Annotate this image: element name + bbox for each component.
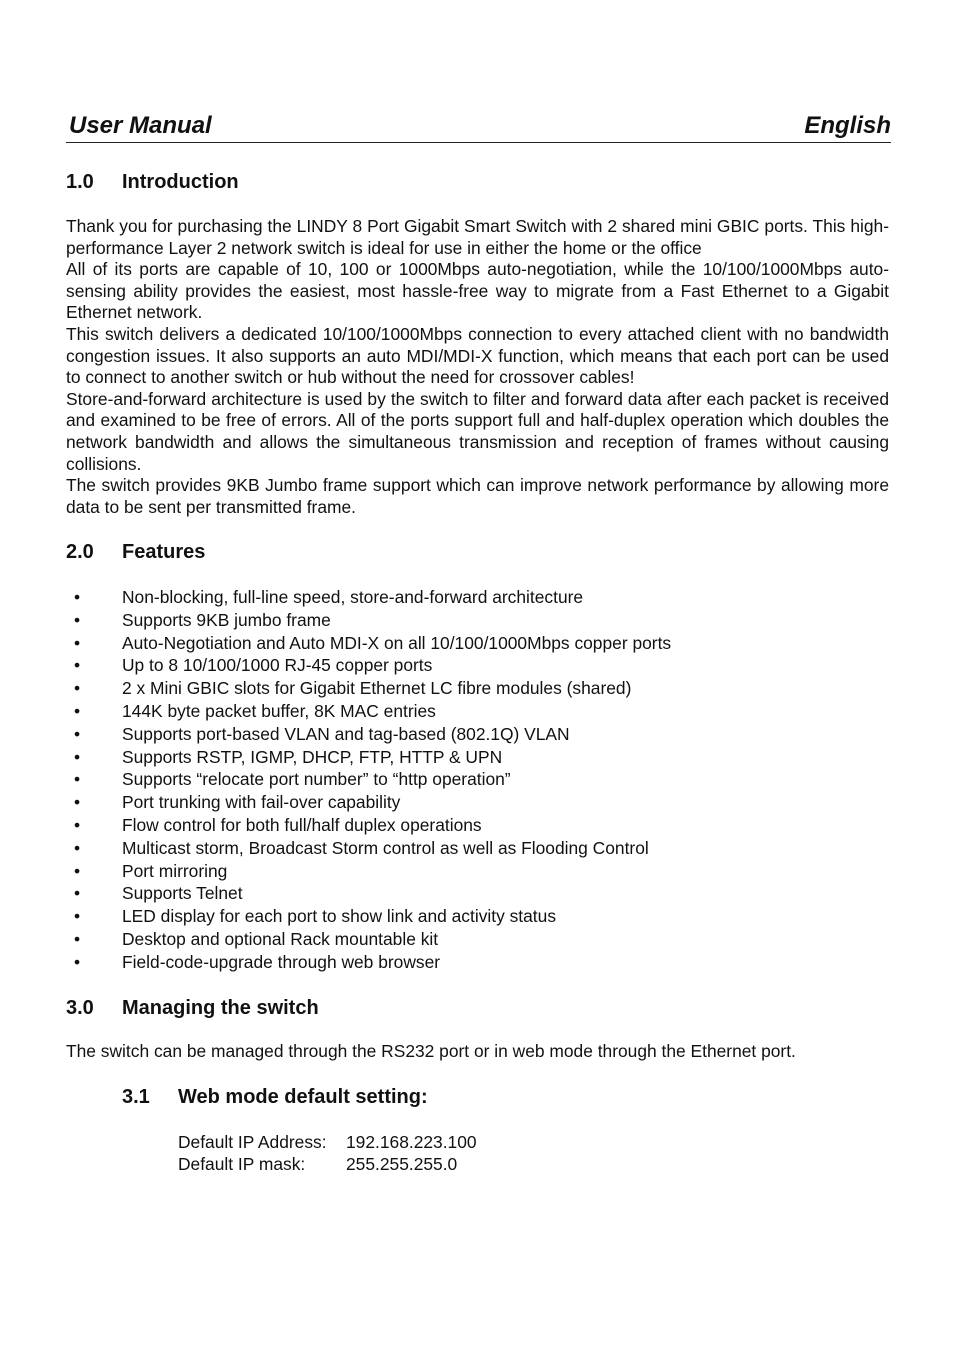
section-number: 2.0 [66, 541, 94, 563]
feature-item: • Port trunking with fail-over capability [66, 791, 889, 814]
setting-value: 255.255.255.0 [346, 1154, 458, 1174]
subsection-number: 3.1 [122, 1086, 150, 1108]
section-title: Introduction [122, 171, 239, 193]
header-title: User Manual [69, 112, 212, 139]
setting-value: 192.168.223.100 [346, 1132, 477, 1152]
feature-item: • Supports Telnet [66, 882, 889, 905]
feature-item: • Auto-Negotiation and Auto MDI-X on all 10/100/1000Mbps copper ports [66, 632, 889, 655]
section-number: 3.0 [66, 997, 94, 1019]
intro-paragraph: Thank you for purchasing the LINDY 8 Port Gigabit Smart Switch with 2 shared mini GBIC ports. This high-performance Layer 2 network switch is ideal for use in either the home or the office [66, 216, 889, 258]
feature-item: • Flow control for both full/half duplex operations [66, 814, 889, 837]
feature-item: • Up to 8 10/100/1000 RJ-45 copper ports [66, 654, 889, 677]
features-list [66, 586, 889, 974]
feature-item: • Supports 9KB jumbo frame [66, 609, 889, 632]
setting-label: Default IP mask: [178, 1154, 306, 1174]
feature-item: • Multicast storm, Broadcast Storm control as well as Flooding Control [66, 837, 889, 860]
feature-item: • Field-code-upgrade through web browser [66, 951, 889, 974]
feature-item: • Port mirroring [66, 860, 889, 883]
feature-item: • 144K byte packet buffer, 8K MAC entries [66, 700, 889, 723]
section-title: Features [122, 541, 206, 563]
setting-label: Default IP Address: [178, 1132, 327, 1152]
intro-paragraph: Store-and-forward architecture is used by the switch to filter and forward data after each packet is received and examined to be free of errors. All of the ports support full and half-duplex operation which doubles the network bandwidth and allows the simultaneous transmission and reception of frames without causing collisions. [66, 388, 889, 474]
subsection-title: Web mode default setting: [178, 1086, 428, 1108]
section-number: 1.0 [66, 171, 94, 193]
feature-item: • LED display for each port to show link and activity status [66, 905, 889, 928]
intro-paragraph: The switch provides 9KB Jumbo frame support which can improve network performance by allowing more data to be sent per transmitted frame. [66, 475, 889, 517]
intro-paragraph: This switch delivers a dedicated 10/100/1000Mbps connection to every attached client with no bandwidth congestion issues. It also supports an auto MDI/MDI-X function, which means that each port can be used to connect to another switch or hub without the need for crossover cables! [66, 323, 889, 388]
feature-item: • Supports “relocate port number” to “http operation” [66, 768, 889, 791]
feature-item: • Desktop and optional Rack mountable kit [66, 928, 889, 951]
page-header [66, 110, 891, 143]
managing-paragraph: The switch can be managed through the RS232 port or in web mode through the Ethernet port. [66, 1041, 796, 1061]
feature-item: • Non-blocking, full-line speed, store-and-forward architecture [66, 586, 889, 609]
section-title: Managing the switch [122, 997, 319, 1019]
header-language: English [804, 112, 891, 139]
feature-item: • 2 x Mini GBIC slots for Gigabit Ethernet LC fibre modules (shared) [66, 677, 889, 700]
managing-text [66, 1041, 889, 1063]
intro-paragraph: All of its ports are capable of 10, 100 or 1000Mbps auto-negotiation, while the 10/100/1000Mbps auto-sensing ability provides the easiest, most hassle-free way to migrate from a Fast Ethernet to a Gigabit Ethernet network. [66, 259, 889, 323]
feature-item: • Supports port-based VLAN and tag-based (802.1Q) VLAN [66, 723, 889, 746]
introduction-text [66, 216, 889, 518]
feature-item: • Supports RSTP, IGMP, DHCP, FTP, HTTP & UPN [66, 746, 889, 769]
